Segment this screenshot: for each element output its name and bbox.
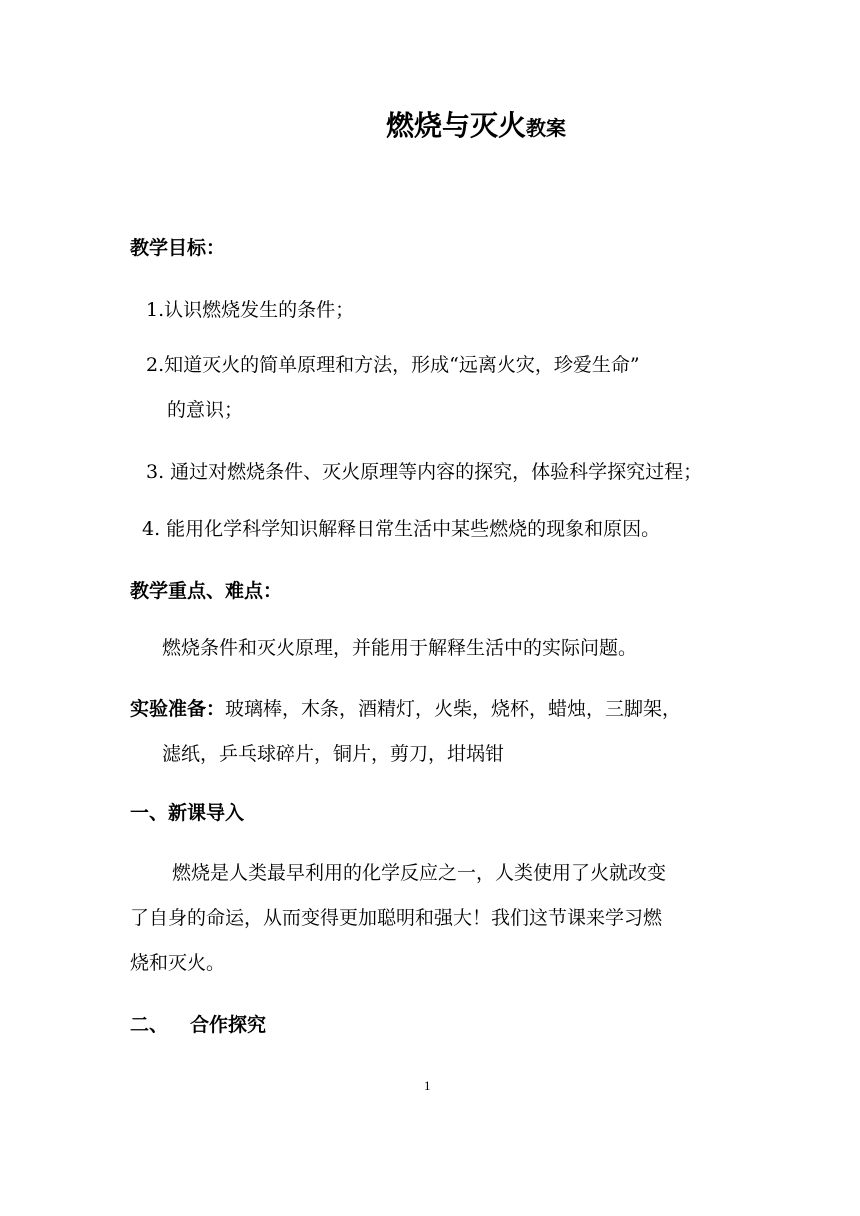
key-points-heading: 教学重点、难点：: [130, 580, 283, 602]
section1-paragraph-line-2: 了自身的命运，从而变得更加聪明和强大！我们这节课来学习燃: [130, 907, 663, 929]
objective-item-3: 3. 通过对燃烧条件、灭火原理等内容的探究，体验科学探究过程；: [146, 461, 703, 483]
materials-list-1: 玻璃棒，木条，酒精灯，火柴，烧杯，蜡烛，三脚架，: [225, 698, 682, 720]
title-main: 燃烧与灭火: [386, 109, 527, 142]
title-suffix: 教案: [526, 116, 567, 140]
section1-paragraph-line-3: 烧和灭火。: [130, 952, 226, 974]
materials-line-1: [130, 696, 681, 722]
objective-item-4: 4. 能用化学科学知识解释日常生活中某些燃烧的现象和原因。: [142, 518, 661, 540]
page-number: 1: [424, 1078, 431, 1093]
objective-item-1: 1.认识燃烧发生的条件；: [146, 299, 355, 321]
key-points-text: 燃烧条件和灭火原理，并能用于解释生活中的实际问题。: [162, 637, 638, 659]
materials-line-2: 滤纸，乒乓球碎片，铜片，剪刀，坩埚钳: [162, 743, 505, 765]
materials-heading: 实验准备：: [130, 698, 226, 720]
document-title: [386, 106, 566, 148]
objective-item-2-continuation: 的意识；: [167, 399, 244, 421]
section2-number: 二、: [130, 1014, 169, 1036]
objective-item-2: 2.知道灭火的简单原理和方法，形成“远离火灾，珍爱生命”: [146, 354, 640, 376]
objectives-heading: 教学目标：: [130, 237, 226, 259]
section1-heading: 一、新课导入: [130, 802, 245, 824]
section1-paragraph-line-1: 燃烧是人类最早利用的化学反应之一，人类使用了火就改变: [172, 862, 667, 884]
section2-heading: 合作探究: [190, 1014, 267, 1036]
